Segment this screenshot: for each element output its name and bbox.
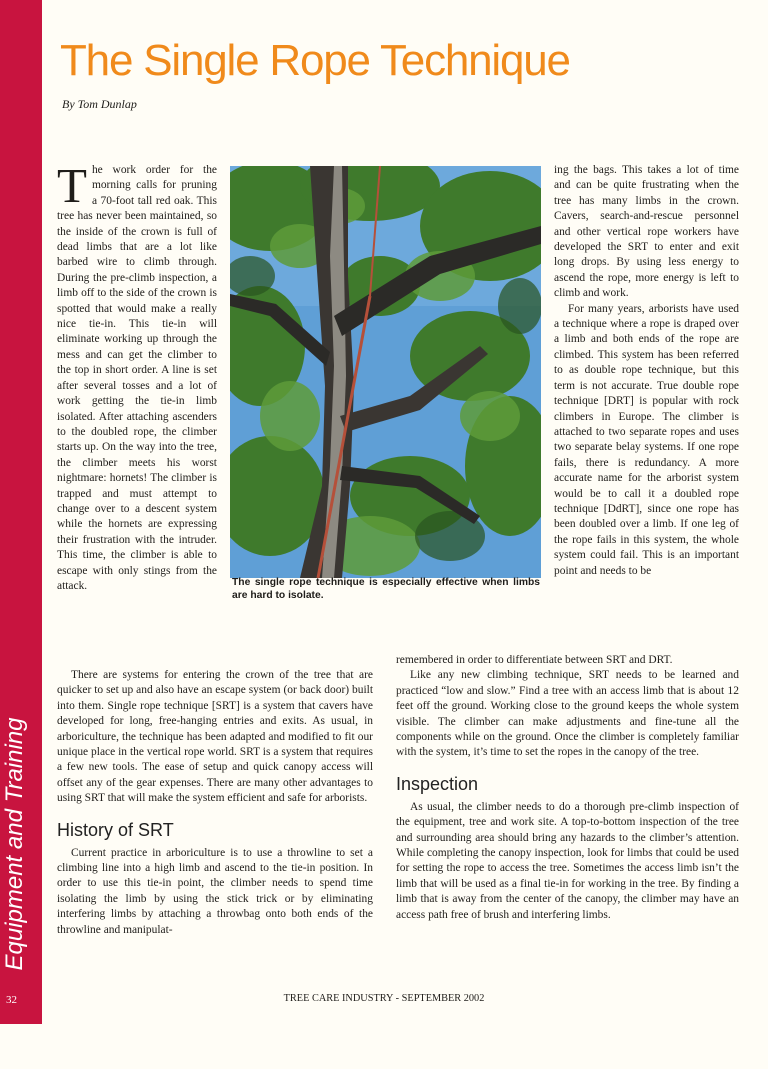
paragraph: Like any new climbing technique, SRT needs to be learned and practiced “low and slow.” Find a tree with an access limb that is about 12 feet off the ground. Working close to the ground keeps the whole system visible. The climber can make adjustments and fine-tune all the components while on the ground. Once the climber is completely familiar with the system, it’s time to set the ropes in the canopy of the tree. — [396, 669, 739, 759]
paragraph: There are systems for entering the crown of the tree that are quicker to set up and also have an escape system (or back door) built into them. Single rope technique [SRT] is a system that cavers have developed for long, free-hanging entries and exits. As usual, in arboriculture, the technique has been adapted and modified to fit our unique place in the vertical rope world. SRT is a system that requires a few new tools. The ease of setup and quick canopy access will offset any of the gear expenses. There are many other advantages to using SRT that will make the system efficient and safe for arborists. — [57, 669, 373, 805]
page-footer: TREE CARE INDUSTRY - SEPTEMBER 2002 — [283, 993, 485, 1004]
paragraph: Current practice in arboriculture is to use a throwline to set a climbing line into a high limb and ascend to the tie-in position. In order to use this tie-in point, the climber needs to spend time isolating the limb by using the stick trick or by eliminating interfering limbs by attaching a throwbag onto both ends of the throwline and manipulat- — [57, 846, 373, 936]
byline: By Tom Dunlap — [62, 97, 137, 111]
section-sidebar — [0, 0, 42, 1024]
page-number: 32 — [6, 994, 17, 1006]
heading-inspection: Inspection — [396, 773, 479, 794]
tree-canopy-image — [230, 166, 541, 578]
drop-cap: T — [57, 158, 87, 213]
paragraph: remembered in order to differentiate between SRT and DRT. — [396, 654, 673, 666]
column-1-lower — [57, 668, 373, 938]
photo-caption: The single rope technique is especially effective when limbs are hard to isolate. — [232, 577, 540, 601]
heading-history: History of SRT — [57, 819, 174, 840]
section-label: Equipment and Training — [1, 717, 28, 971]
column-2-lower — [396, 653, 739, 923]
paragraph: As usual, the climber needs to do a thorough pre-climb inspection of the equipment, tree and work site. A top-to-bottom inspection of the tree and surrounding area should bring any hazards to the climber’s attention. While completing the canopy inspection, look for limbs that could be used for setting the rope to access the tree. Sometimes the access limb isn’t the limb that will be used as a final tie-in for working in the tree. By finding a limb that is away from the center of the canopy, the climber may have an access path free of brush and interfering limbs. — [396, 800, 739, 921]
column-1 — [57, 158, 217, 668]
article-title: The Single Rope Technique — [60, 36, 570, 85]
column-3 — [554, 163, 739, 579]
paragraph: For many years, arborists have used a technique where a rope is draped over a limb and both ends of the rope are climbed. This system has been referred to as double rope technique, but this term is not accurate. True double rope technique [DRT] is popular with rock climbers in Europe. The climber is attached to two separate ropes and uses two separate belay systems. If one rope fails, there is redundancy. A more accurate name for the arborist system would be to call it a doubled rope technique [DdRT], since one rope has been doubled over a limb. If one leg of the rope fails in this system, the whole system could fail. This is an important point and needs to be — [554, 302, 739, 577]
tree-photo — [230, 166, 541, 578]
intro-text: he work order for the morning calls for pruning a 70-foot tall red oak. This tree has never been maintained, so the inside of the crown is full of dead limbs that are a lot like barbed wire to climb through. During the pre-climb inspection, a limb off to the side of the crown is spotted that would make a really nice tie-in. This tie-in will eliminate working up through the mess and can get the climber to the top in short order. A line is set after several tosses and a lot of work getting the tie-in limb isolated. After attaching ascenders to the doubled rope, the climber starts up. On the way into the tree, the climber meets his worst nightmare: hornets! The climber is trapped and must attempt to change over to a descent system while the hornets are expressing their frustration with the intruder. This time, the climber is able to escape with only stings from the attack. — [57, 164, 217, 592]
intro-paragraph — [57, 158, 217, 594]
paragraph: ing the bags. This takes a lot of time and can be quite frustrating when the tree has many limbs in the crown. Cavers, search-and-rescue personnel and other vertical rope workers have developed the SRT to enter and exit long drops. By using less energy to ascend the rope, more energy is left to climb and work. — [554, 164, 739, 300]
